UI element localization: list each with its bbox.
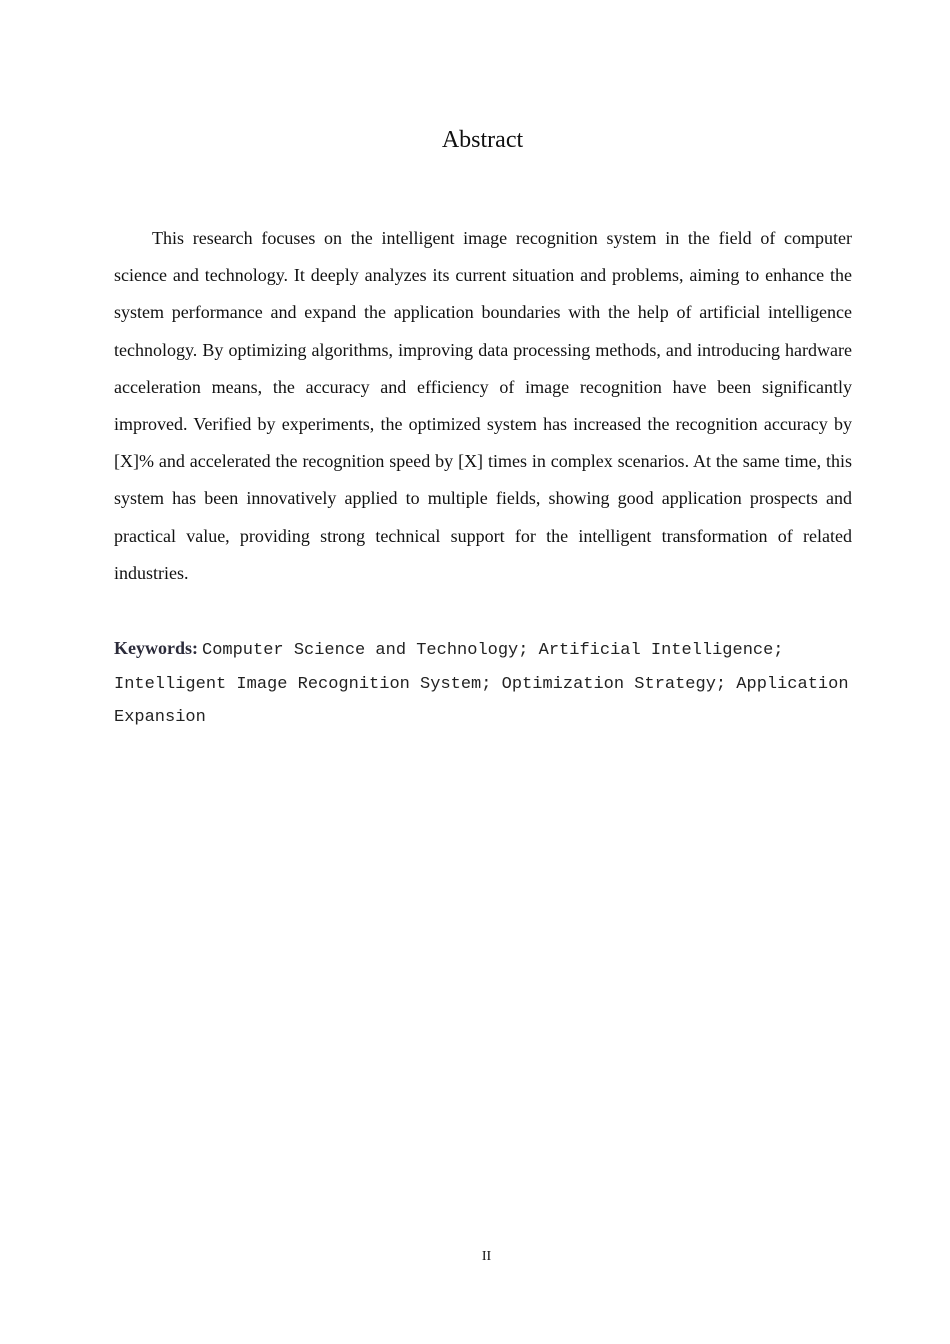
abstract-title: Abstract	[441, 127, 524, 153]
keywords-list: Computer Science and Technology; Artificial Intelligence; Intelligent Image Recognition System; Optimization Strategy; Application Expansion	[114, 641, 849, 727]
abstract-body: This research focuses on the intelligent image recognition system in the field of computer science and technology. It deeply analyzes its current situation and problems, aiming to enhance the system performance and expand the application boundaries with the help of artificial intelligence technology. By optimizing algorithms, improving data processing methods, and introducing hardware acceleration means, the accuracy and efficiency of image recognition have been significantly improved. Verified by experiments, the optimized system has increased the recognition accuracy by [X]% and accelerated the recognition speed by [X] times in complex scenarios. At the same time, this system has been innovatively applied to multiple fields, showing good application prospects and practical value, providing strong technical support for the intelligent transformation of related industries.	[114, 228, 852, 583]
keywords-label: Keywords:	[114, 638, 198, 658]
keywords-section	[114, 632, 852, 735]
page-number: II	[481, 1249, 492, 1264]
